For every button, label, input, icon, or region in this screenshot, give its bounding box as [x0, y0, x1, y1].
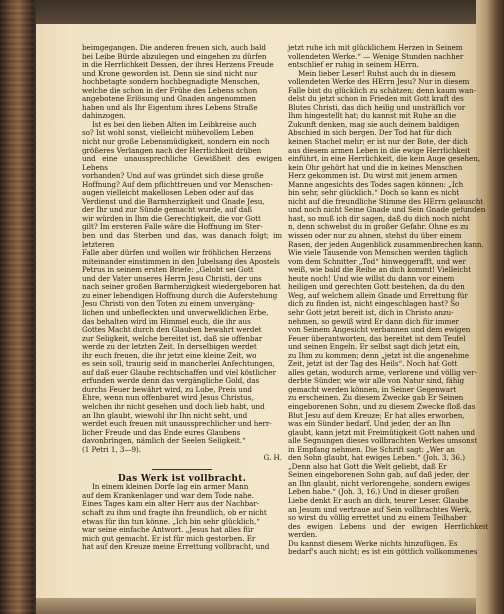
text-line: und noch nicht Seine Gnade und Sein Gnade gefunden	[288, 205, 486, 215]
text-line: Du kannst diesem Werke nichts hinzufügen. Es	[288, 538, 458, 548]
text-line: und der Vater unseres Herrn Jesu Christi, der uns	[82, 273, 262, 283]
text-line: Manne angesichts des Todes sagen können: „Ich	[288, 179, 464, 189]
text-line: Seinen eingeborenen Sohn gab, auf daß jeder, der	[288, 470, 469, 480]
text-line: heute noch! Und wie willst du dann vor einem	[288, 273, 455, 283]
text-line: lichen und unbefleckten und unverwelklichen Erbe,	[82, 307, 269, 317]
text-line: vorhanden? Und auf was gründet sich diese große	[82, 171, 264, 181]
text-line: eingeborenen Sohn, und zu diesem Zwecke floß das	[288, 401, 476, 411]
text-line: aus diesem armen Leben in die ewige Herrlichkeit	[288, 145, 471, 155]
text-line: den Sohn glaubt, hat ewiges Leben.“ (Joh. 3, 36.)	[288, 453, 465, 463]
text-line: vollendeten Werke.“ — Wenige Stunden nachher	[288, 51, 464, 61]
text-line: davonbringen, nämlich der Seelen Seligkeit.“	[82, 436, 246, 446]
text-line: und eine unaussprechliche Gewißheit des ewigen Lebens	[82, 154, 282, 172]
text-line: werdet euch freuen mit unaussprechlicher und herr-	[82, 419, 272, 429]
text-line: Ihm hingestellt hat; du kannst mit Ruhe an die	[288, 111, 456, 121]
text-line: zu Ihm zu kommen; denn „jetzt ist die angenehme	[288, 350, 469, 360]
text-line: wir würden in Ihm die Gerechtigkeit, die vor Gott	[82, 213, 261, 223]
text-line: zur Seligkeit, welche bereitet ist, daß sie offenbar	[82, 333, 263, 343]
text-line: Blut Jesu auf dem Kreuze; Er hat alles erworben,	[288, 410, 465, 420]
text-line: jetzt ruhe ich mit glücklichem Herzen in Seinem	[288, 43, 463, 52]
text-line: Weg, auf welchem allein Gnade und Errettung für	[288, 290, 468, 300]
text-line: dahinzogen.	[82, 111, 126, 121]
text-line: miteinander einstimmen in den Jubelsang des Apostels	[82, 256, 280, 266]
text-line: Eines Tages kam ein alter Herr aus der Nachbar-	[82, 499, 260, 509]
text-line: Zukunft denken, mag sie auch deinem baldigen	[288, 119, 460, 129]
text-line: gemacht werden können, in Seiner Gegenwart	[288, 384, 457, 394]
text-line: alles getan, wodurch arme, verlorene und völlig ver-	[288, 367, 477, 377]
text-line: etwas für ihn tun könne. „Ich bin sehr glücklich,“	[82, 516, 260, 526]
text-line: auf dem Krankenlager und war dem Tode nahe.	[82, 490, 254, 500]
text-line: durchs Feuer bewährt wird, zu Lobe, Preis und	[82, 384, 252, 394]
text-line: Abschied in sich bergen. Der Tod hat für dich	[288, 128, 452, 138]
text-line: Liebe denkt Er auch an dich, teurer Leser. Glaube	[288, 495, 469, 505]
text-line: bedarf's auch nicht; es ist ein göttlich vollkommenes	[288, 547, 478, 557]
text-line: wissen oder nur zu ahnen, stehst du über einem	[288, 231, 462, 241]
text-line: Wie viele Tausende von Menschen werden täglich	[288, 248, 468, 258]
text-line: so wirst du völlig errettet und zu einem Teilhaber	[288, 513, 467, 523]
text-line: von Seinem Angesicht verbannen und dem ewigen	[288, 325, 471, 335]
text-line: licher Freude und das Ende eures Glaubens	[82, 427, 241, 437]
text-line: und Krone geworden ist. Denn sie sind nicht nur	[82, 68, 258, 78]
text-line: glaubt, kann jetzt mit Freimütigkeit Gott nahen und	[288, 427, 476, 437]
text-line: zu erscheinen. Zu diesem Zwecke gab Er Seinen	[288, 393, 464, 403]
book-bottom-edge	[36, 598, 476, 614]
text-line: bin sehr, sehr glücklich.“ Doch so kann es nicht	[288, 188, 460, 198]
text-line: Ehre, wenn nun offenbaret wird Jesus Christus,	[82, 393, 254, 403]
text-line: delst du jetzt schon in Frieden mit Gott kraft des	[288, 94, 464, 104]
text-line: n, denn schwebst du in großer Gefahr. Ohne es zu	[288, 222, 469, 232]
section-divider	[152, 469, 212, 470]
text-line: ihr euch freuen, die ihr jetzt eine kleine Zeit, wo	[82, 350, 257, 360]
right-column-text	[288, 44, 488, 557]
text-line: Zeit, jetzt ist der Tag des Heils“. Noch hat Gott	[288, 359, 458, 369]
text-line: augen vielleicht makellosen Leben oder auf das	[82, 188, 254, 198]
text-line: und seinen Engeln. Er selbst sagt dich jetzt ein,	[288, 342, 461, 352]
text-line: größeres Verlangen nach der Herrlichkeit drüben	[82, 145, 262, 155]
text-line: keinen Stachel mehr; er ist nur der Bote, der dich	[288, 137, 468, 147]
text-line: nehmen, so gewiß wird Er dann dich für immer	[288, 316, 459, 326]
text-line: Feuer überantworten, das bereitet ist dem Teufel	[288, 333, 466, 343]
text-line: Jesu Christi von den Toten zu einem unvergäng-	[82, 299, 255, 309]
right-column	[288, 44, 488, 557]
text-line: so? Ist wohl sonst, vielleicht mühevollem Leben	[82, 128, 254, 138]
text-line: was ein Sünder bedarf. Und jeder, der an Ihn	[288, 419, 451, 429]
text-line: zu einer lebendigen Hoffnung durch die Auferstehung	[82, 290, 278, 300]
text-line: Leben habe.“ (Joh. 3, 16.) Und in dieser großen	[288, 487, 459, 497]
text-line: an Ihn glaubt, wiewohl ihr Ihn nicht seht, und	[82, 410, 248, 420]
text-line: vom dem Schnitter „Tod“ hinweggerafft, und wer	[288, 256, 466, 266]
text-line: auf daß euer Glaube rechtschaffen und viel köstlicher	[82, 367, 277, 377]
left-column-text-after	[82, 483, 282, 551]
text-line: Falle aber dürfen und wollen wir fröhlichen Herzens	[82, 248, 272, 258]
text-line: beimgegangen. Die anderen freuen sich, auch bald	[82, 43, 266, 52]
text-line: welche die schon in der Frühe des Lebens schon	[82, 85, 258, 95]
text-line: derbte Sünder, wie wir alle von Natur sind, fähig	[288, 376, 465, 386]
text-line: in die Herrlichkeit Dessen, der ihres Herzens Freude	[82, 60, 274, 70]
text-line: war seine einfache Antwort. „Jesus hat alles für	[82, 525, 254, 535]
text-line: vollendeten Werke des HErrn Jesu? Nur in diesem	[288, 77, 470, 87]
text-line: nicht nur große Lebensmüdigkeit, sondern ein noch	[82, 137, 270, 147]
text-line: (1 Petri 1, 3—9).	[82, 444, 142, 454]
text-line: an Ihn glaubt, nicht verlorengehe, sondern ewiges	[288, 478, 470, 488]
text-line: „Denn also hat Gott die Welt geliebt, daß Er	[288, 461, 447, 471]
text-line: dich zu finden ist, nicht eingeschlagen hast? So	[288, 299, 460, 309]
text-line: schaft zu ihm und fragte ihn freundlich, ob er nicht	[82, 507, 267, 517]
text-line: einführt, in eine Herrlichkeit, die kein Auge gesehen,	[288, 154, 481, 164]
text-line: nach seiner großen Barmherzigkeit wiedergeboren hat	[82, 282, 281, 292]
text-line: hast, so muß ich dir sagen, daß du dich noch nicht	[288, 213, 470, 223]
text-line: weiß, wie bald die Reihe an dich kommt! Vielleicht	[288, 265, 471, 275]
text-line: Rasen, der jeden Augenblick zusammenbrechen kann.	[288, 239, 484, 249]
text-line: hochbetagte sondern hochbegnadigte Menschen,	[82, 77, 260, 87]
text-line: Petrus in seinem ersten Briefe: „Gelobt sei Gott	[82, 265, 254, 275]
text-line: in Empfang nehmen. Die Schrift sagt: „Wer an	[288, 444, 455, 454]
text-line: angebotene Erlösung und Gnaden angenommen	[82, 94, 256, 104]
text-line: Verdienst und die Barmherzigkeit und Gnade Jesu,	[82, 196, 265, 206]
text-line: sehr Gott jetzt bereit ist, dich in Christo anzu-	[288, 307, 454, 317]
left-column-text	[82, 44, 282, 454]
text-line: In einem kleinen Dorfe lag ein armer Mann	[92, 482, 249, 492]
text-line: Mein lieber Leser! Ruhst auch du in diesem	[298, 68, 456, 78]
text-line: werde zu der letzten Zeit. In derselbigen werdet	[82, 342, 257, 352]
text-line: Hoffnung? Auf dem pflichttreuen und vor Menschen-	[82, 179, 273, 189]
left-signature: G. H.	[263, 453, 282, 463]
text-line: erfunden werde denn das vergängliche Gold, das	[82, 376, 260, 386]
text-line: entschlief er ruhig in seinem HErrn.	[288, 60, 419, 70]
page-top-shadow	[36, 0, 476, 24]
text-line: Falle bist du glücklich zu schätzen; denn kaum wan-	[288, 85, 476, 95]
text-line: es sein soll, traurig seid in mancherlei Anfechtungen,	[82, 359, 275, 369]
text-line: heiligen und gerechten Gott bestehen, da du den	[288, 282, 465, 292]
text-line: Gottes Macht durch den Glauben bewahrt werdet	[82, 325, 262, 335]
text-line: welchen ihr nicht gesehen und doch lieb habt, und	[82, 401, 265, 411]
left-column	[82, 44, 282, 552]
text-line: Ist es bei den lieben Alten im Leibkreise auch	[92, 119, 257, 129]
text-line: hat auf den Kreuze meine Errettung vollbracht, und	[82, 542, 270, 552]
text-line: bei Leibe Bürde abzulegen und eingehen zu dürfen	[82, 51, 267, 61]
book-cover-left	[0, 0, 34, 614]
text-line: der Ihr und zur Sünde gemacht wurde, auf daß	[82, 205, 253, 215]
text-line: ben und das Sterben und das, was danach folgt; im letzteren	[82, 231, 282, 249]
text-line: nicht auf die freundliche Stimme des HErrn gelauscht	[288, 196, 484, 206]
text-line: an Jesum und vertraue auf Sein vollbrachtes Werk,	[288, 504, 472, 514]
text-line: des ewigen Lebens und der ewigen Herrlichkeit werden.	[288, 521, 488, 540]
text-line: alle Segnungen dieses vollbrachten Werkes umsonst	[288, 436, 478, 446]
text-line: das behalten wird im Himmel euch, die ihr aus	[82, 316, 251, 326]
text-line: mich gut gemacht. Er ist für mich gestorben. Er	[82, 533, 256, 543]
text-line: haben und als Ihr Eigentum ihres Lebens Straße	[82, 102, 258, 112]
section-heading-text: Das Werk ist vollbracht.	[117, 473, 247, 484]
text-line: Blutes Christi, das dich heilig und unsträflich vor	[288, 102, 466, 112]
text-line: kein Ohr gehört hat und die in keines Menschen	[288, 162, 463, 172]
text-line: gilt? Im ersteren Falle wäre die Hoffnung im Ster-	[82, 222, 263, 232]
text-line: Herz gekommen ist. Du wirst mit jenem armen	[288, 171, 458, 181]
